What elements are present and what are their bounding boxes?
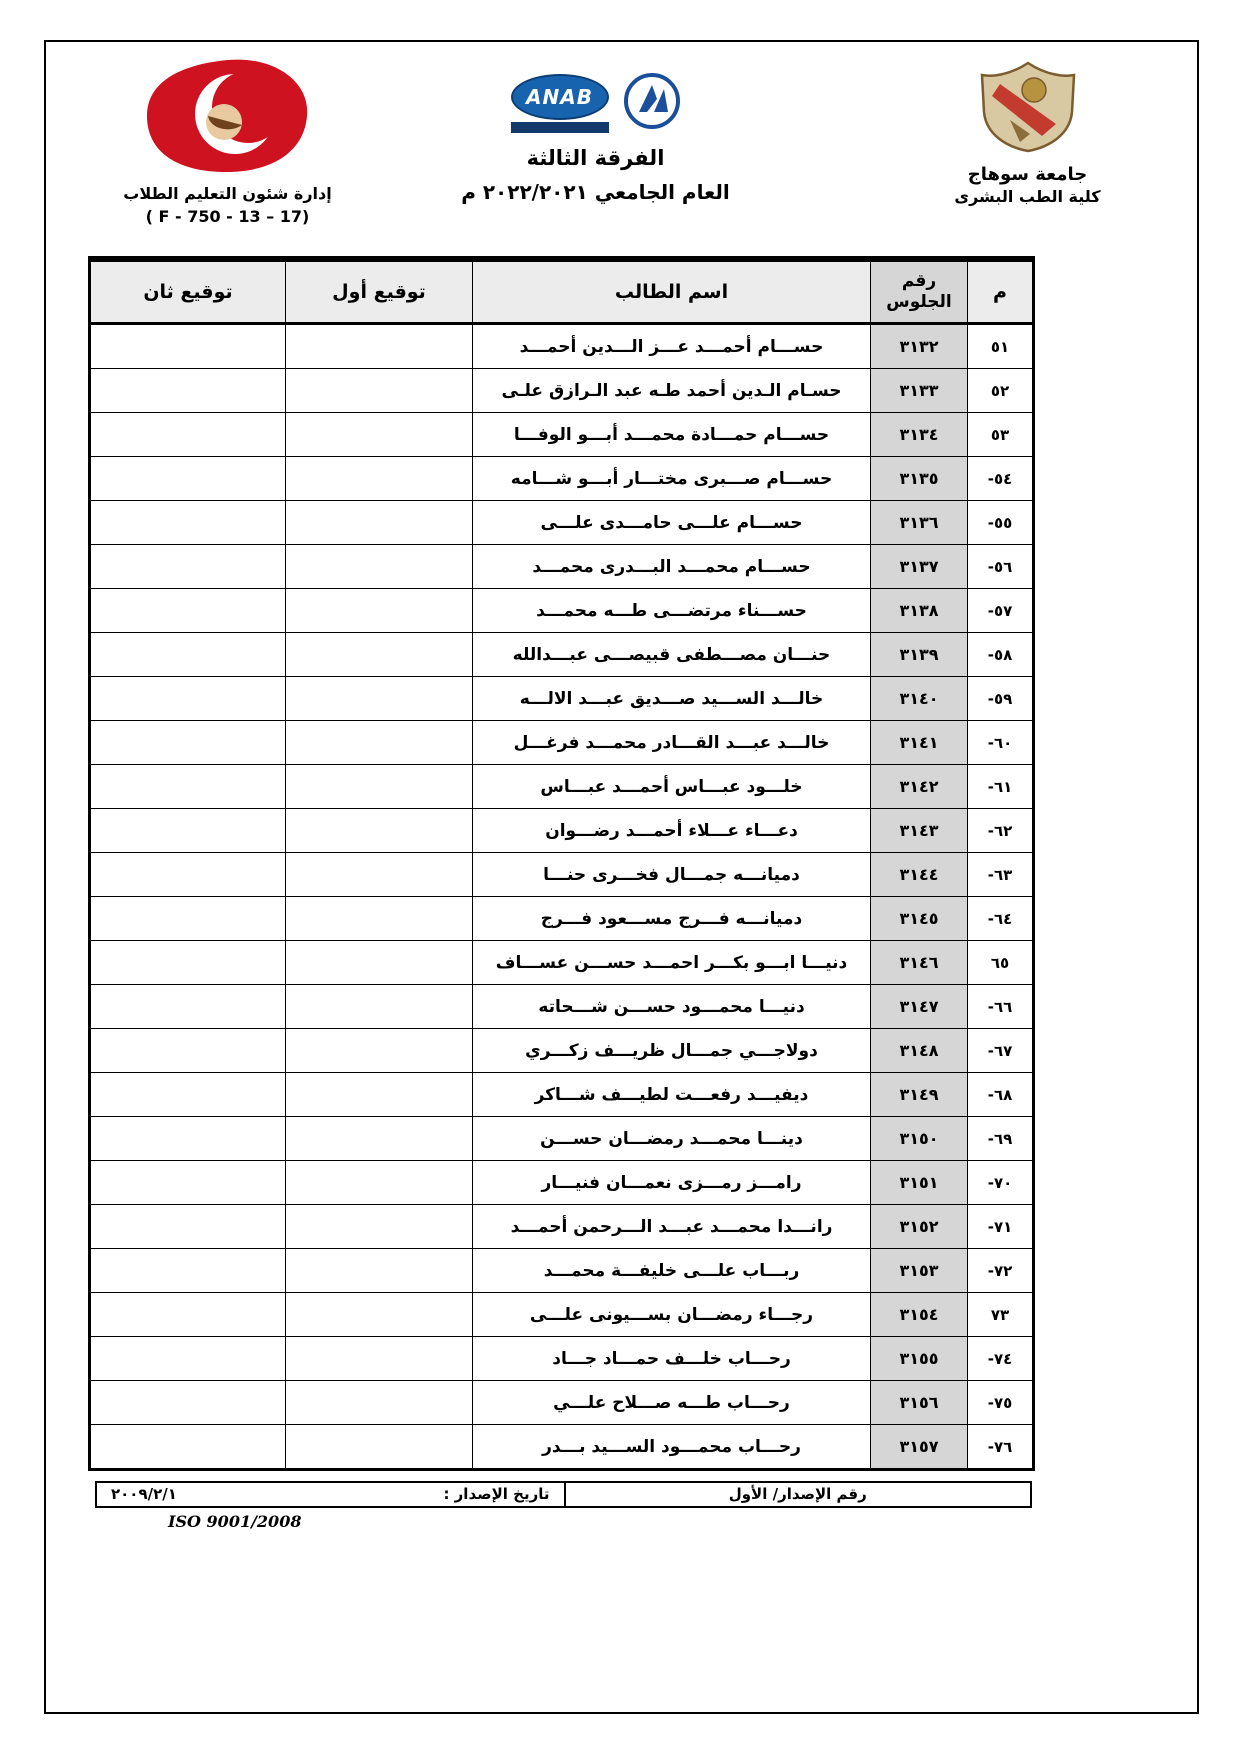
table-row — [90, 1293, 1034, 1337]
row-index-cell: ٥٤- — [968, 457, 1034, 501]
second-signature-cell — [90, 677, 286, 721]
first-signature-cell — [286, 1425, 473, 1470]
row-index-cell: ٦٤- — [968, 897, 1034, 941]
second-signature-cell — [90, 324, 286, 369]
students-table — [88, 256, 1035, 1471]
first-signature-cell — [286, 1205, 473, 1249]
table-row — [90, 1117, 1034, 1161]
first-signature-cell — [286, 457, 473, 501]
row-index-cell: ٦٥ — [968, 941, 1034, 985]
seat-number-cell: ٣١٥٠ — [871, 1117, 968, 1161]
table-row — [90, 1381, 1034, 1425]
seat-number-cell: ٣١٤٨ — [871, 1029, 968, 1073]
second-signature-cell — [90, 1117, 286, 1161]
seat-number-cell: ٣١٤٥ — [871, 897, 968, 941]
table-row — [90, 897, 1034, 941]
table-row — [90, 589, 1034, 633]
seat-header-line1: رقم — [901, 270, 937, 291]
second-signature-cell — [90, 721, 286, 765]
seat-number-cell: ٣١٤٩ — [871, 1073, 968, 1117]
table-row — [90, 809, 1034, 853]
second-signature-cell — [90, 1205, 286, 1249]
table-row — [90, 677, 1034, 721]
seat-number-cell: ٣١٥٤ — [871, 1293, 968, 1337]
student-name-cell: رحـــاب خلـــف حمـــاد جـــاد — [473, 1337, 871, 1381]
first-signature-cell — [286, 897, 473, 941]
first-signature-cell — [286, 1249, 473, 1293]
first-signature-cell — [286, 853, 473, 897]
students-table-header — [90, 259, 1034, 324]
department-name: إدارة شئون التعليم الطلاب — [123, 184, 332, 203]
table-row — [90, 1073, 1034, 1117]
second-signature-cell — [90, 413, 286, 457]
second-signature-cell — [90, 897, 286, 941]
seat-number-cell: ٣١٤٤ — [871, 853, 968, 897]
index-column-header: م — [968, 259, 1034, 324]
seat-number-cell: ٣١٤٢ — [871, 765, 968, 809]
row-index-cell: ٦٩- — [968, 1117, 1034, 1161]
seat-number-cell: ٣١٤٠ — [871, 677, 968, 721]
row-index-cell: ٥٩- — [968, 677, 1034, 721]
first-signature-cell — [286, 1337, 473, 1381]
second-signature-cell — [90, 1337, 286, 1381]
table-row — [90, 501, 1034, 545]
row-index-cell: ٥١ — [968, 324, 1034, 369]
seat-number-cell: ٣١٥٥ — [871, 1337, 968, 1381]
anab-logo-icon — [511, 74, 609, 133]
anab-logo-bar — [511, 122, 609, 133]
first-signature-cell — [286, 677, 473, 721]
row-index-cell: ٥٣ — [968, 413, 1034, 457]
seat-number-cell: ٣١٥١ — [871, 1161, 968, 1205]
row-index-cell: ٧١- — [968, 1205, 1034, 1249]
footer-strip — [95, 1481, 1032, 1508]
first-signature-cell — [286, 501, 473, 545]
row-index-cell: ٧٥- — [968, 1381, 1034, 1425]
student-name-cell: حســـام حمـــادة محمـــد أبـــو الوفـــا — [473, 413, 871, 457]
issue-date-value: ٢٠٠٩/٢/١ — [111, 1485, 177, 1503]
accreditation-seal-icon — [623, 72, 681, 134]
row-index-cell: ٧٢- — [968, 1249, 1034, 1293]
issue-date-cell — [95, 1481, 564, 1508]
seat-number-cell: ٣١٤٦ — [871, 941, 968, 985]
table-row — [90, 1337, 1034, 1381]
seat-number-cell: ٣١٣٤ — [871, 413, 968, 457]
table-row — [90, 1205, 1034, 1249]
seat-number-cell: ٣١٣٦ — [871, 501, 968, 545]
first-signature-cell — [286, 1029, 473, 1073]
header-university-block — [905, 60, 1150, 206]
table-row — [90, 721, 1034, 765]
seat-number-cell: ٣١٤١ — [871, 721, 968, 765]
second-signature-cell — [90, 1073, 286, 1117]
seat-number-cell: ٣١٥٢ — [871, 1205, 968, 1249]
student-name-cell: خلـــود عبـــاس أحمـــد عبـــاس — [473, 765, 871, 809]
second-signature-cell — [90, 369, 286, 413]
first-signature-cell — [286, 1161, 473, 1205]
seat-number-cell: ٣١٥٣ — [871, 1249, 968, 1293]
first-signature-cell — [286, 545, 473, 589]
table-row — [90, 413, 1034, 457]
second-signature-cell — [90, 985, 286, 1029]
second-signature-cell — [90, 1381, 286, 1425]
student-table-body — [90, 324, 1034, 1470]
row-index-cell: ٧٣ — [968, 1293, 1034, 1337]
first-signature-cell — [286, 941, 473, 985]
student-name-cell: دولاجـــي جمـــال ظريـــف زكـــري — [473, 1029, 871, 1073]
faculty-name: كلية الطب البشرى — [954, 187, 1101, 206]
table-row — [90, 457, 1034, 501]
first-signature-cell — [286, 765, 473, 809]
row-index-cell: ٦٣- — [968, 853, 1034, 897]
seat-number-column-header — [871, 259, 968, 324]
student-name-cell: دميانـــه جمـــال فخـــرى حنـــا — [473, 853, 871, 897]
second-signature-cell — [90, 1249, 286, 1293]
table-row — [90, 1249, 1034, 1293]
first-signature-cell — [286, 589, 473, 633]
issue-number-cell: رقم الإصدار/ الأول — [564, 1481, 1033, 1508]
student-name-cell: حنـــان مصـــطفى قبيصـــى عبـــدالله — [473, 633, 871, 677]
row-index-cell: ٧٤- — [968, 1337, 1034, 1381]
student-name-cell: رجـــاء رمضـــان بســـيونى علـــى — [473, 1293, 871, 1337]
first-signature-cell — [286, 324, 473, 369]
student-name-cell: دميانـــه فـــرج مســـعود فـــرج — [473, 897, 871, 941]
seat-header-line2: الجلوس — [886, 292, 952, 312]
table-row — [90, 369, 1034, 413]
first-signature-cell — [286, 1117, 473, 1161]
seat-number-cell: ٣١٣٨ — [871, 589, 968, 633]
student-name-cell: خالـــد الســـيد صـــديق عبـــد الالـــه — [473, 677, 871, 721]
student-name-cell: رامـــز رمـــزى نعمـــان فنيـــار — [473, 1161, 871, 1205]
student-name-cell: حســـام صـــبرى مختـــار أبـــو شـــامه — [473, 457, 871, 501]
student-name-cell: دينـــا محمـــد رمضـــان حســـن — [473, 1117, 871, 1161]
row-index-cell: ٦٨- — [968, 1073, 1034, 1117]
row-index-cell: ٥٨- — [968, 633, 1034, 677]
row-index-cell: ٦١- — [968, 765, 1034, 809]
second-signature-cell — [90, 1293, 286, 1337]
red-crescent-logo-icon — [138, 161, 318, 180]
second-signature-cell — [90, 457, 286, 501]
student-name-cell: رانـــدا محمـــد عبـــد الـــرحمن أحمـــد — [473, 1205, 871, 1249]
second-signature-cell — [90, 941, 286, 985]
seat-number-cell: ٣١٣٢ — [871, 324, 968, 369]
row-index-cell: ٧٦- — [968, 1425, 1034, 1470]
student-name-cell: دنيـــا ابـــو بكـــر احمـــد حســـن عســـاف — [473, 941, 871, 985]
table-row — [90, 765, 1034, 809]
student-name-cell: ديفيـــد رفعـــت لطيـــف شـــاكر — [473, 1073, 871, 1117]
student-name-cell: خالـــد عبـــد القـــادر محمـــد فرغـــل — [473, 721, 871, 765]
student-name-cell: دعـــاء عـــلاء أحمـــد رضـــوان — [473, 809, 871, 853]
seat-number-cell: ٣١٥٦ — [871, 1381, 968, 1425]
student-name-cell: ربـــاب علـــى خليفـــة محمـــد — [473, 1249, 871, 1293]
grade-title: الفرقة الثالثة — [526, 146, 665, 170]
second-signature-cell — [90, 809, 286, 853]
second-signature-cell — [90, 1161, 286, 1205]
row-index-cell: ٦٢- — [968, 809, 1034, 853]
row-index-cell: ٦٦- — [968, 985, 1034, 1029]
academic-year-title: العام الجامعي ٢٠٢٢/٢٠٢١ م — [461, 180, 730, 204]
first-signature-cell — [286, 1293, 473, 1337]
issue-date-label: تاريخ الإصدار : — [443, 1485, 550, 1503]
student-name-cell: حســـام علـــى حامـــدى علـــى — [473, 501, 871, 545]
first-signature-cell — [286, 1381, 473, 1425]
seat-number-cell: ٣١٤٣ — [871, 809, 968, 853]
seat-number-cell: ٣١٣٧ — [871, 545, 968, 589]
first-signature-cell — [286, 721, 473, 765]
student-name-cell: حســـام محمـــد البـــدرى محمـــد — [473, 545, 871, 589]
table-row — [90, 1029, 1034, 1073]
student-name-cell: دنيـــا محمـــود حســـن شـــحاته — [473, 985, 871, 1029]
first-signature-cell — [286, 369, 473, 413]
table-row — [90, 941, 1034, 985]
row-index-cell: ٥٥- — [968, 501, 1034, 545]
header-title-block — [438, 72, 753, 204]
university-name: جامعة سوهاج — [967, 164, 1088, 185]
row-index-cell: ٦٠- — [968, 721, 1034, 765]
second-signature-cell — [90, 1425, 286, 1470]
student-name-column-header: اسم الطالب — [473, 259, 871, 324]
header-department-block — [100, 56, 355, 226]
anab-logo-text: ANAB — [511, 74, 609, 120]
second-signature-cell — [90, 545, 286, 589]
row-index-cell: ٥٦- — [968, 545, 1034, 589]
seat-number-cell: ٣١٤٧ — [871, 985, 968, 1029]
header-row — [90, 259, 1034, 324]
table-row — [90, 324, 1034, 369]
form-code: ( F - 750 - 13 – 17) — [145, 207, 310, 226]
student-name-cell: رحـــاب طـــه صـــلاح علـــي — [473, 1381, 871, 1425]
first-signature-column-header: توقيع أول — [286, 259, 473, 324]
accreditation-logos — [438, 72, 753, 134]
table-row — [90, 1161, 1034, 1205]
row-index-cell: ٥٧- — [968, 589, 1034, 633]
table-row — [90, 985, 1034, 1029]
seat-number-cell: ٣١٣٣ — [871, 369, 968, 413]
table-row — [90, 1425, 1034, 1470]
second-signature-cell — [90, 1029, 286, 1073]
seat-number-cell: ٣١٣٥ — [871, 457, 968, 501]
university-emblem-icon — [976, 139, 1080, 158]
row-index-cell: ٧٠- — [968, 1161, 1034, 1205]
student-name-cell: حســـام أحمـــد عـــز الـــدين أحمـــد — [473, 324, 871, 369]
row-index-cell: ٦٧- — [968, 1029, 1034, 1073]
second-signature-cell — [90, 501, 286, 545]
second-signature-cell — [90, 589, 286, 633]
student-name-cell: رحـــاب محمـــود الســـيد بـــدر — [473, 1425, 871, 1470]
first-signature-cell — [286, 809, 473, 853]
seat-number-cell: ٣١٥٧ — [871, 1425, 968, 1470]
first-signature-cell — [286, 633, 473, 677]
seat-number-cell: ٣١٣٩ — [871, 633, 968, 677]
student-name-cell: حســـناء مرتضـــى طـــه محمـــد — [473, 589, 871, 633]
table-row — [90, 545, 1034, 589]
row-index-cell: ٥٢ — [968, 369, 1034, 413]
iso-standard-note: ISO 9001/2008 — [168, 1512, 302, 1531]
first-signature-cell — [286, 985, 473, 1029]
student-name-cell: حسـام الـدين أحمد طـه عبد الـرازق علـى — [473, 369, 871, 413]
second-signature-cell — [90, 633, 286, 677]
second-signature-column-header: توقيع ثان — [90, 259, 286, 324]
first-signature-cell — [286, 413, 473, 457]
second-signature-cell — [90, 853, 286, 897]
table-row — [90, 633, 1034, 677]
second-signature-cell — [90, 765, 286, 809]
first-signature-cell — [286, 1073, 473, 1117]
table-row — [90, 853, 1034, 897]
